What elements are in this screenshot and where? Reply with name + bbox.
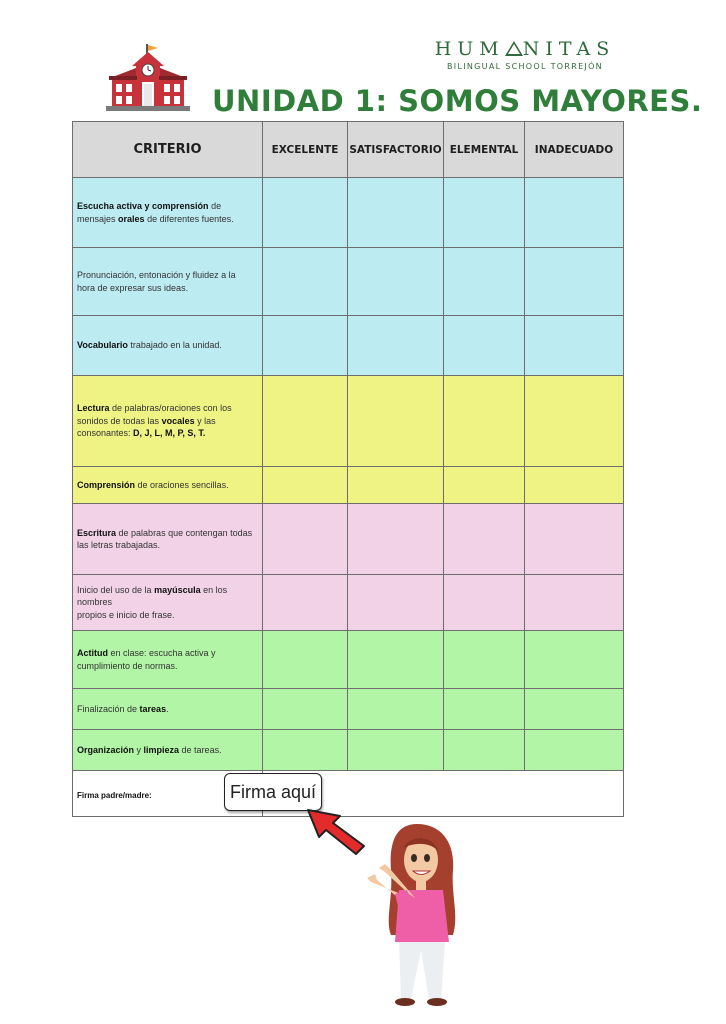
criterio-text: de diferentes fuentes.: [144, 213, 234, 224]
criterio-bold-text: Actitud: [77, 648, 108, 658]
rating-cell-inadecuado[interactable]: [525, 730, 624, 771]
rating-cell-excelente[interactable]: [263, 316, 348, 376]
criterio-cell: [73, 730, 263, 771]
criterio-text: propios e inicio de frase.: [77, 609, 175, 620]
rating-cell-elemental[interactable]: [444, 575, 525, 631]
criterio-bold-text: Escritura: [77, 527, 117, 538]
criterio-text: en los nombres: [77, 584, 228, 608]
criterio-bold-text: orales: [118, 213, 145, 224]
criterio-text: de mensajes: [77, 201, 222, 224]
rating-cell-excelente[interactable]: [263, 730, 348, 771]
rating-cell-excelente[interactable]: [263, 248, 348, 316]
rating-cell-excelente[interactable]: [263, 504, 348, 575]
header-criterio: CRITERIO: [73, 122, 263, 178]
rating-cell-inadecuado[interactable]: [525, 631, 624, 689]
rating-cell-excelente[interactable]: [263, 575, 348, 631]
criterio-cell: [73, 178, 263, 248]
firma-aqui-button[interactable]: Firma aquí: [224, 773, 322, 811]
criterio-cell: [73, 248, 263, 316]
criterio-text: trabajado en la unidad.: [127, 340, 222, 351]
table-header-row: [73, 122, 624, 178]
rating-cell-satisfactorio[interactable]: [348, 316, 444, 376]
school-building-icon: [106, 44, 190, 112]
criterio-bold-text: Escucha activa y comprensión: [77, 201, 209, 211]
table-row: [73, 316, 624, 376]
criterio-text: y: [134, 744, 144, 755]
rating-cell-elemental[interactable]: [444, 467, 525, 504]
criterio-cell: [73, 467, 263, 504]
rating-cell-satisfactorio[interactable]: [348, 689, 444, 730]
criterio-text: de palabras que contengan todas las letras trabajadas.: [77, 527, 253, 550]
rating-cell-elemental[interactable]: [444, 730, 525, 771]
rating-cell-inadecuado[interactable]: [525, 504, 624, 575]
criterio-bold-text: D, J, L, M, P, S, T.: [133, 428, 206, 439]
rating-cell-inadecuado[interactable]: [525, 248, 624, 316]
rating-cell-satisfactorio[interactable]: [348, 178, 444, 248]
rating-cell-inadecuado[interactable]: [525, 575, 624, 631]
criterio-text: de oraciones sencillas.: [135, 479, 229, 490]
criterio-cell: [73, 504, 263, 575]
header-inadecuado: INADECUADO: [525, 122, 624, 178]
header-excelente: EXCELENTE: [263, 122, 348, 178]
table-row: [73, 575, 624, 631]
humanitas-logo: [410, 38, 640, 71]
rating-cell-elemental[interactable]: [444, 631, 525, 689]
criterio-bold-text: Organización: [77, 744, 135, 755]
rating-cell-elemental[interactable]: [444, 316, 525, 376]
criterio-bold-text: Lectura: [77, 403, 110, 414]
rating-cell-satisfactorio[interactable]: [348, 631, 444, 689]
logo-wordmark: HUM NITAS: [434, 38, 616, 60]
logo-subtitle: BILINGUAL SCHOOL TORREJÓN: [447, 62, 603, 71]
criterio-cell: [73, 316, 263, 376]
page-title: UNIDAD 1: SOMOS MAYORES.: [212, 84, 703, 118]
criterio-cell: [73, 689, 263, 730]
rating-cell-satisfactorio[interactable]: [348, 504, 444, 575]
criterio-bold-text: Vocabulario: [77, 340, 128, 351]
criterio-bold-text: vocales: [161, 415, 195, 426]
rating-cell-excelente[interactable]: [263, 376, 348, 467]
rating-cell-satisfactorio[interactable]: [348, 248, 444, 316]
criterio-text: Pronunciación, entonación y fluidez a la hora de expresar sus ideas.: [77, 270, 236, 293]
criterio-bold-text: limpieza: [143, 744, 180, 755]
firma-label: Firma padre/madre:: [77, 790, 152, 800]
rating-cell-inadecuado[interactable]: [525, 178, 624, 248]
rating-cell-inadecuado[interactable]: [525, 467, 624, 504]
criterio-cell: [73, 376, 263, 467]
evaluation-rubric-table: [72, 121, 624, 817]
rating-cell-excelente[interactable]: [263, 689, 348, 730]
criterio-bold-text: Comprensión: [77, 479, 136, 490]
rating-cell-elemental[interactable]: [444, 248, 525, 316]
logo-triangle-icon: [505, 41, 523, 56]
criterio-bold-text: tareas: [139, 703, 167, 714]
rating-cell-satisfactorio[interactable]: [348, 467, 444, 504]
table-row: [73, 631, 624, 689]
rating-cell-excelente[interactable]: [263, 178, 348, 248]
criterio-text: y las consonantes:: [77, 415, 216, 439]
rating-cell-inadecuado[interactable]: [525, 689, 624, 730]
criterio-text: de palabras/oraciones con los sonidos de todas las: [77, 403, 232, 426]
rating-cell-excelente[interactable]: [263, 631, 348, 689]
table-row: [73, 248, 624, 316]
criterio-text: Finalización de: [77, 703, 140, 714]
criterio-text: de tareas.: [179, 744, 222, 755]
table-row: [73, 178, 624, 248]
table-row: [73, 467, 624, 504]
table-row: [73, 376, 624, 467]
rating-cell-excelente[interactable]: [263, 467, 348, 504]
rating-cell-satisfactorio[interactable]: [348, 575, 444, 631]
criterio-text: en clase: escucha activa y cumplimiento de normas.: [77, 648, 216, 671]
criterio-bold-text: mayúscula: [154, 584, 201, 595]
criterio-text: .: [166, 703, 169, 714]
rating-cell-satisfactorio[interactable]: [348, 730, 444, 771]
rating-cell-elemental[interactable]: [444, 376, 525, 467]
table-row: [73, 730, 624, 771]
rating-cell-satisfactorio[interactable]: [348, 376, 444, 467]
criterio-text: Inicio del uso de la: [77, 584, 155, 595]
criterio-cell: [73, 575, 263, 631]
teacher-avatar-illustration: [355, 820, 485, 1010]
rating-cell-elemental[interactable]: [444, 504, 525, 575]
rating-cell-inadecuado[interactable]: [525, 376, 624, 467]
header-elemental: ELEMENTAL: [444, 122, 525, 178]
table-row: [73, 504, 624, 575]
rating-cell-elemental[interactable]: [444, 689, 525, 730]
table-row: [73, 689, 624, 730]
rating-cell-inadecuado[interactable]: [525, 316, 624, 376]
header-satisfactorio: SATISFACTORIO: [348, 122, 444, 178]
criterio-cell: [73, 631, 263, 689]
rating-cell-elemental[interactable]: [444, 178, 525, 248]
